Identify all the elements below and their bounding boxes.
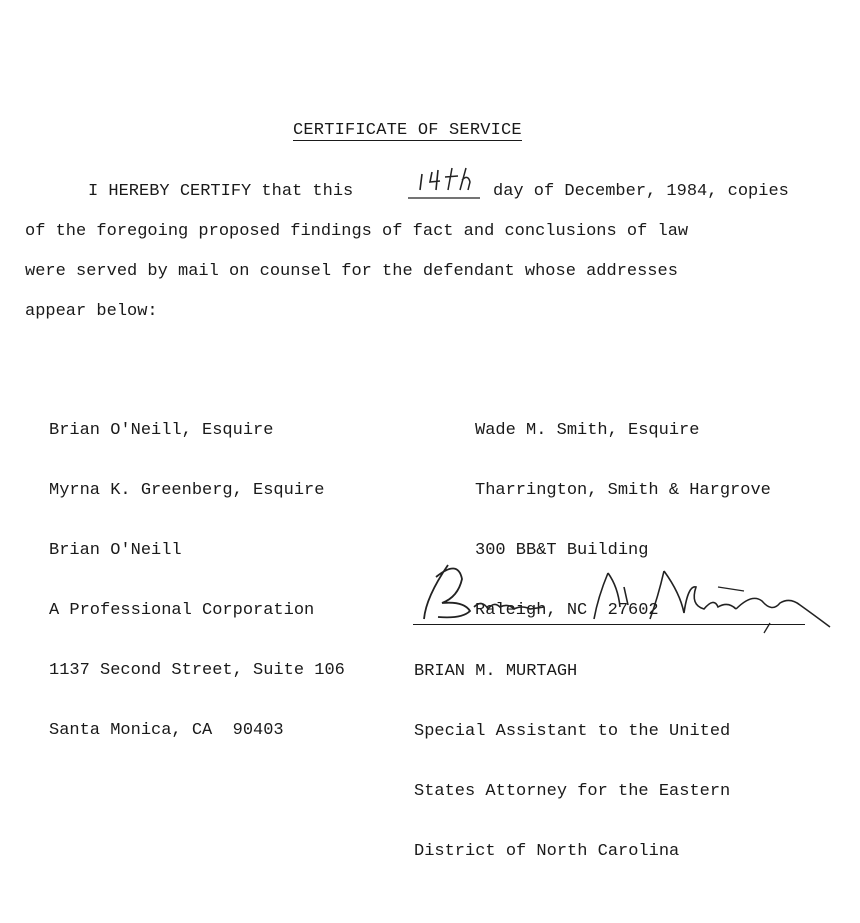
address-line: Santa Monica, CA 90403 (49, 721, 284, 740)
address-line: Brian O'Neill (49, 541, 182, 560)
address-line: A Professional Corporation (49, 601, 315, 620)
body-line-4: appear below: (25, 302, 158, 321)
body-line-1-end: day of December, 1984, copies (493, 182, 789, 201)
address-line: Myrna K. Greenberg, Esquire (49, 481, 325, 500)
body-line-2: of the foregoing proposed findings of fact and conclusions of law (25, 222, 689, 241)
signature-block (414, 622, 730, 902)
signer-title-line: Special Assistant to the United (414, 722, 731, 741)
left-address-block (49, 381, 345, 781)
address-line: Wade M. Smith, Esquire (475, 421, 700, 440)
address-line: 300 BB&T Building (475, 541, 649, 560)
body-line-3: were served by mail on counsel for the defendant whose addresses (25, 262, 678, 281)
address-line: 1137 Second Street, Suite 106 (49, 661, 345, 680)
address-line: Raleigh, NC 27602 (475, 601, 659, 620)
address-line: Tharrington, Smith & Hargrove (475, 481, 771, 500)
signer-title-line: District of North Carolina (414, 842, 680, 861)
body-line-1-start: I HEREBY CERTIFY that this (88, 182, 354, 201)
certificate-title: CERTIFICATE OF SERVICE (293, 121, 522, 140)
address-line: Brian O'Neill, Esquire (49, 421, 274, 440)
signer-name: BRIAN M. MURTAGH (414, 662, 578, 681)
signer-title-line: States Attorney for the Eastern (414, 782, 731, 801)
handwritten-day (408, 160, 484, 206)
